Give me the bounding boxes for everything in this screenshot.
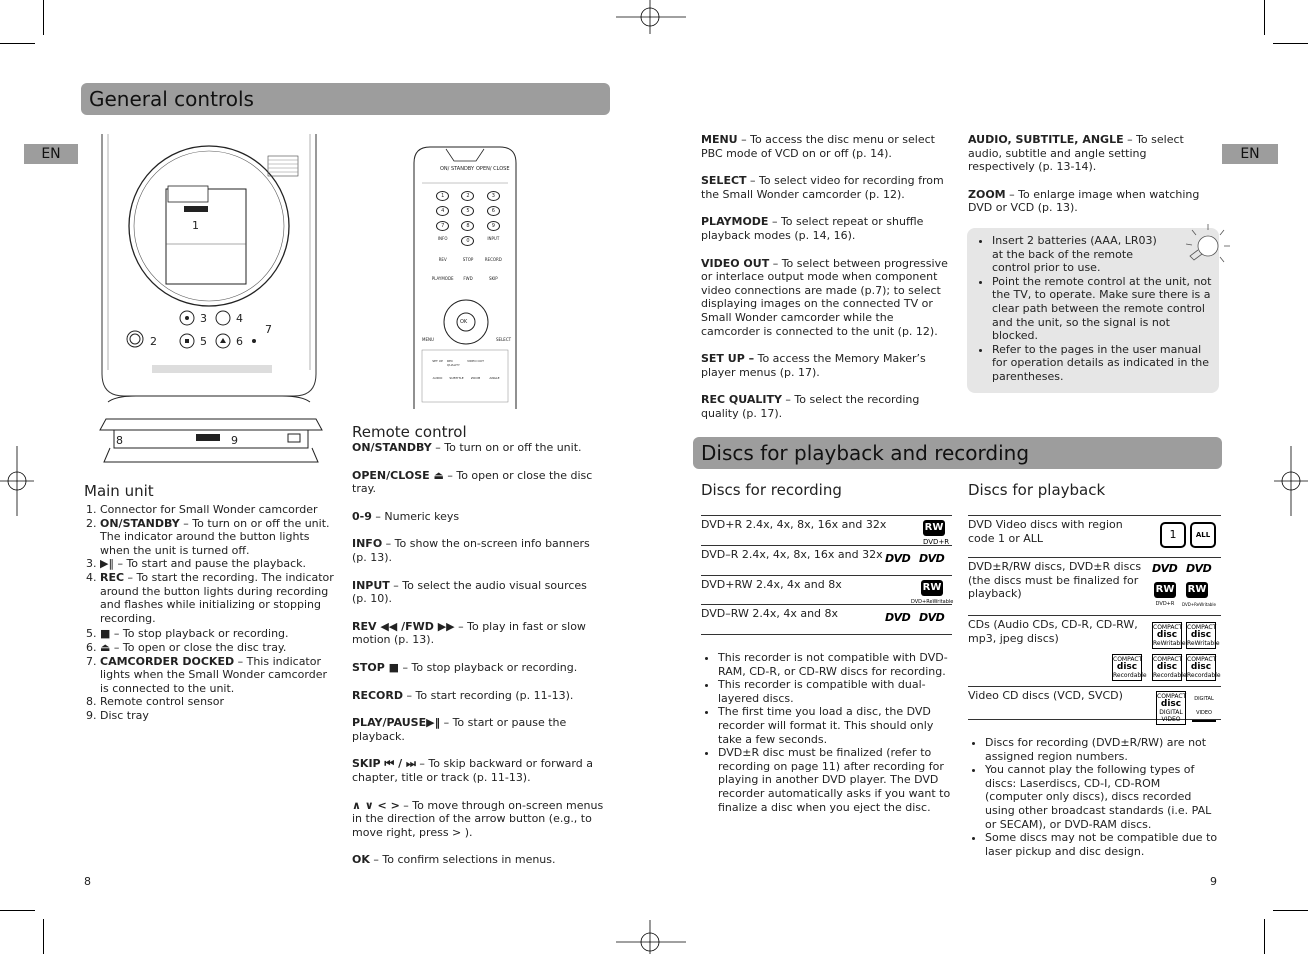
dvd-plus-r-logo: RW DVD+R	[1155, 584, 1175, 607]
list-item: • DVD±R disc must be finalized (refer to recording on page 11) after recording for playing in another DVD player. The DVD recorder automatically asks if you want to finalize a disc when you eject the disc.	[718, 746, 952, 814]
crop-mark	[43, 919, 44, 954]
callout-8: 8	[116, 434, 123, 447]
remote-key-2: 2	[461, 191, 474, 201]
list-item: 1. Connector for Small Wonder camcorder	[100, 503, 334, 517]
table-row	[701, 546, 952, 576]
remote-desc: OPEN/CLOSE ⏏ – To open or close the disc tray.	[352, 468, 593, 496]
remote-desc: ZOOM – To enlarge image when watching DVD or VCD (p. 13).	[968, 187, 1200, 215]
list-item: 3. ▶‖ – To start and pause the playback.	[100, 557, 334, 571]
callout-5: 5	[200, 335, 207, 348]
language-tab-left: EN	[24, 144, 78, 164]
recording-notes	[701, 651, 952, 814]
remote-control-title: Remote control	[352, 423, 467, 441]
dvd-plus-rw-logo: RW DVD+ReWritable	[911, 582, 954, 605]
remote-control-section	[352, 423, 604, 881]
remote-key-5: 5	[461, 206, 474, 216]
main-unit-list	[84, 503, 334, 723]
remote-desc: SELECT – To select video for recording from the Small Wonder camcorder (p. 12).	[701, 174, 944, 201]
tip-item: • Insert 2 batteries (AAA, LR03) at the back of the remote control prior to use.	[992, 234, 1213, 275]
remote-desc: REC QUALITY – To select the recording quality (p. 17).	[701, 393, 920, 420]
list-item: • This recorder is not compatible with DVD-RAM, CD-R, or CD-RW discs for recording.	[718, 651, 952, 678]
callout-3: 3	[200, 312, 207, 325]
discs-playback-title: Discs for playback	[968, 481, 1106, 499]
page-number-right: 9	[1210, 875, 1217, 888]
remote-key-6: 6	[487, 206, 500, 216]
crop-mark	[1264, 919, 1265, 954]
dvd-r-logo: DVD	[1152, 562, 1178, 575]
cd-recordable-logo: COMPACT disc Recordable	[1153, 656, 1187, 679]
remote-key-audio: AUDIO	[432, 376, 443, 380]
remote-desc: MENU – To access the disc menu or select PBC mode of VCD on or off (p. 14).	[701, 133, 935, 160]
list-item: 4. REC – To start the recording. The indicator around the button lights during recording and flashes while initializing or stopping recording.	[100, 571, 334, 625]
recording-disc-table	[701, 515, 952, 635]
callout-4: 4	[236, 312, 243, 325]
cd-rewritable-logo: COMPACT disc ReWritable	[1187, 624, 1220, 647]
callout-6: 6	[236, 335, 243, 348]
table-row	[968, 516, 1221, 558]
list-item: • The first time you load a disc, the DVD recorder will format it. This should only take a few seconds.	[718, 705, 952, 746]
lightbulb-icon	[1176, 220, 1232, 276]
registration-mark	[1274, 446, 1308, 516]
remote-key-angle: ANGLE	[489, 376, 500, 380]
remote-desc: OK – To confirm selections in menus.	[352, 853, 556, 867]
crop-mark	[43, 0, 44, 35]
remote-desc: ∧ ∨ < > – To move through on-screen menus in the direction of the arrow button (e.g., to move right, press > ).	[352, 798, 604, 839]
remote-key-info: INFO	[437, 236, 448, 241]
disc-type: DVD–RW 2.4x, 4x and 8x	[701, 607, 839, 620]
list-item: • Discs for recording (DVD±R/RW) are not assigned region numbers.	[985, 736, 1221, 763]
remote-desc: PLAY/PAUSE▶‖ – To start or pause the playback.	[352, 716, 567, 743]
dvd-r-logo: DVD	[885, 552, 911, 565]
registration-mark	[0, 446, 34, 516]
remote-key-record: RECORD	[484, 257, 502, 262]
crop-mark	[1273, 43, 1308, 44]
list-item: 6. ⏏ – To open or close the disc tray.	[100, 641, 334, 655]
main-unit-section	[84, 482, 334, 723]
dvd-plus-rw-logo: RW DVD+ReWritable	[1182, 584, 1216, 607]
list-item: 5. ■ – To stop playback or recording.	[100, 627, 334, 641]
crop-mark	[0, 43, 35, 44]
remote-desc: RECORD – To start recording (p. 11-13).	[352, 688, 574, 702]
remote-key-input: INPUT	[487, 236, 500, 241]
registration-mark	[616, 0, 686, 34]
remote-key-3: 3	[487, 191, 500, 201]
table-row	[701, 605, 952, 635]
list-item: • This recorder is compatible with dual-layered discs.	[718, 678, 952, 705]
discs-for-playback-section	[968, 481, 1221, 858]
crop-mark	[1273, 910, 1308, 911]
dvd-rw-logo: DVD	[1186, 562, 1212, 575]
remote-control-illustration	[410, 145, 520, 409]
dvd-rw-logo: DVD	[919, 611, 945, 624]
remote-desc: INPUT – To select the audio visual sources (p. 10).	[352, 578, 587, 606]
cd-recordable-logo: COMPACT disc Recordable	[1187, 656, 1221, 679]
disc-type: DVD Video discs with region code 1 or ALL	[968, 518, 1123, 545]
region-1-icon: 1	[1160, 522, 1186, 548]
table-row	[968, 616, 1221, 687]
disc-type: DVD+R 2.4x, 4x, 8x, 16x and 32x	[701, 518, 887, 531]
callout-1: 1	[192, 219, 199, 232]
table-row	[968, 558, 1221, 616]
remote-key-4: 4	[436, 206, 449, 216]
list-item: 9. Disc tray	[100, 709, 334, 723]
remote-key-0: 0	[461, 236, 474, 246]
remote-desc: SET UP – To access the Memory Maker’s player menus (p. 17).	[701, 352, 926, 379]
remote-key-subtitle: SUBTITLE	[449, 376, 464, 380]
disc-type: DVD+RW 2.4x, 4x and 8x	[701, 578, 842, 591]
main-unit-illustration	[96, 134, 326, 474]
cd-rewritable-logo: COMPACT disc ReWritable	[1153, 624, 1186, 647]
section-banner-general-controls: General controls	[81, 83, 610, 115]
remote-key-menu: MENU	[422, 337, 434, 342]
section-banner-discs: Discs for playback and recording	[693, 437, 1222, 469]
list-item: 2. ON/STANDBY – To turn on or off the unit. The indicator around the button lights when the unit is turned off.	[100, 517, 334, 558]
crop-mark	[0, 910, 35, 911]
remote-key-stop: STOP	[462, 257, 474, 262]
remote-key-9: 9	[487, 221, 500, 231]
remote-key-1: 1	[436, 191, 449, 201]
remote-desc: PLAYMODE – To select repeat or shuffle playback modes (p. 14, 16).	[701, 215, 924, 242]
remote-key-skip: SKIP	[488, 276, 498, 281]
disc-type: CDs (Audio CDs, CD-R, CD-RW, mp3, jpeg discs)	[968, 618, 1138, 645]
tip-item: • Refer to the pages in the user manual for operation details as indicated in the parentheses.	[992, 343, 1213, 384]
cd-recordable-logo: COMPACT disc Recordable	[1113, 656, 1147, 679]
registration-mark	[616, 920, 686, 954]
callout-7: 7	[265, 323, 272, 336]
discs-for-recording-section	[701, 481, 952, 814]
region-all-icon: ALL	[1190, 522, 1216, 548]
table-row	[701, 576, 952, 605]
callout-2: 2	[150, 335, 157, 348]
remote-desc: INFO – To show the on-screen info banners (p. 13).	[352, 537, 590, 564]
remote-key-ok: OK	[460, 319, 468, 325]
discs-recording-title: Discs for recording	[701, 481, 842, 499]
main-unit-title: Main unit	[84, 482, 154, 500]
list-item: • You cannot play the following types of discs: Laserdiscs, CD-I, CD-ROM (computer only discs), discs recorded using other broadcast standards (i.e. PAL or SECAM), or DVD-RAM discs.	[985, 763, 1221, 831]
remote-desc: VIDEO OUT – To select between progressive or interlace output mode when component video connections are made (p.7); to select displaying images on the connected TV or Small Wonder camcorder while the camcorder is connected to the unit (p. 12).	[701, 256, 948, 338]
tip-item: • Point the remote control at the unit, not the TV, to operate. Make sure there is a clear path between the remote control and the unit, so the signal is not blocked.	[992, 275, 1213, 343]
list-item: • Some discs may not be compatible due to laser pickup and disc design.	[985, 831, 1221, 858]
remote-desc: STOP ■ – To stop playback or recording.	[352, 660, 578, 674]
dvd-rw-logo: DVD	[919, 552, 945, 565]
page-number-left: 8	[84, 875, 91, 888]
remote-desc: 0-9 – Numeric keys	[352, 509, 460, 523]
remote-desc: REV ◀◀ /FWD ▶▶ – To play in fast or slow motion (p. 13).	[352, 619, 586, 647]
dvd-plus-r-logo: RW DVD+R	[923, 522, 950, 546]
dvd-r-logo: DVD	[885, 611, 911, 624]
playback-disc-table	[968, 515, 1221, 723]
remote-key-7: 7	[436, 221, 449, 231]
remote-key-video-out: VIDEO OUT	[467, 359, 484, 363]
remote-desc: SKIP ⏮ / ⏭ – To skip backward or forward a chapter, title or track (p. 11-13).	[352, 757, 593, 784]
remote-keys-continued-col1	[701, 133, 951, 435]
playback-notes	[968, 736, 1221, 858]
disc-type: DVD±R/RW discs, DVD±R discs (the discs must be finalized for playback)	[968, 560, 1142, 601]
remote-key-select: SELECT	[496, 337, 512, 342]
remote-keys-continued-col2	[968, 133, 1214, 229]
remote-desc: ON/STANDBY – To turn on or off the unit.	[352, 441, 582, 454]
remote-desc: AUDIO, SUBTITLE, ANGLE – To select audio, subtitle and angle setting respectively (p. 13-14).	[968, 133, 1184, 174]
remote-on-standby-label: ON/ STANDBY	[440, 166, 475, 172]
remote-key-rec-quality: REC QUALITY	[447, 359, 460, 367]
list-item: 8. Remote control sensor	[100, 695, 334, 709]
list-item: 7. CAMCORDER DOCKED – This indicator lights when the Small Wonder camcorder is connected to the unit.	[100, 655, 334, 696]
video-cd-logo: COMPACT disc DIGITAL VIDEO	[1157, 693, 1187, 723]
disc-type: Video CD discs (VCD, SVCD)	[968, 689, 1123, 702]
language-tab-right: EN	[1222, 144, 1278, 164]
disc-type: DVD–R 2.4x, 4x, 8x, 16x and 32x	[701, 548, 883, 561]
remote-key-rev: REV	[438, 257, 447, 262]
super-video-cd-icon: DIGITAL VIDEO	[1192, 693, 1216, 722]
remote-key-zoom: ZOOM	[470, 376, 481, 380]
remote-key-setup: SET UP	[432, 359, 443, 363]
table-row	[701, 516, 952, 546]
crop-mark	[1264, 0, 1265, 35]
callout-9: 9	[231, 434, 238, 447]
remote-key-playmode: PLAYMODE	[431, 276, 454, 281]
remote-key-fwd: FWD	[463, 276, 473, 281]
table-row	[968, 687, 1221, 723]
remote-open-close-label: OPEN/ CLOSE	[476, 166, 510, 172]
remote-key-8: 8	[461, 221, 474, 231]
